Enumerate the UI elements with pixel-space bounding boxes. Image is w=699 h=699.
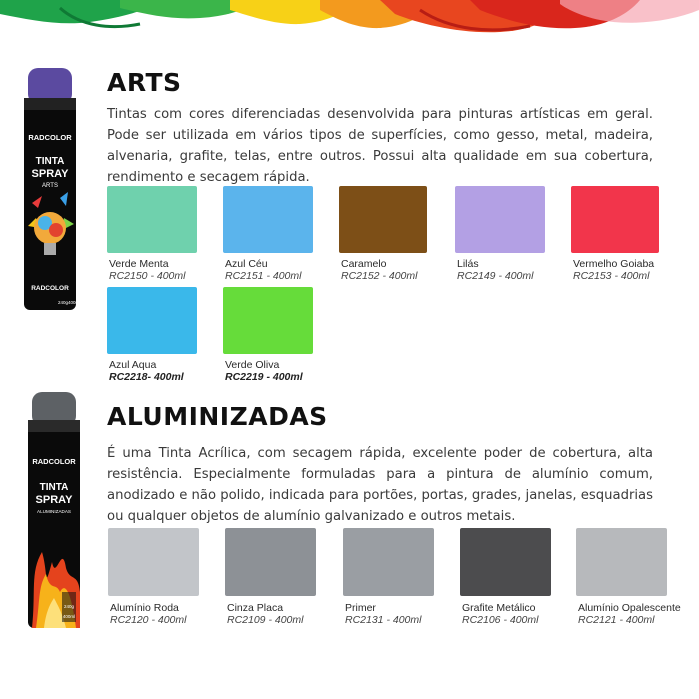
- color-swatch-caramelo[interactable]: [339, 186, 427, 253]
- alu-can-line2: SPRAY: [35, 494, 73, 506]
- aluminizadas-description: É uma Tinta Acrílica, com secagem rápida, excelente poder de cobertura, alta resistência. Especialmente formuladas para a pintura de alumínio comum, anodizado e não polido, indicada para portões, portas, grades, janelas, esquadrias ou qualquer objetos de alumínio galvanizado e outros metais.: [107, 446, 653, 524]
- color-code: RC2151 - 400ml: [225, 270, 302, 282]
- arts-can-line1: TINTA: [35, 156, 65, 167]
- alu-can-line3: ALUMINIZADAS: [37, 509, 71, 514]
- arts-can-line2: SPRAY: [31, 168, 69, 180]
- color-swatch-verde-oliva[interactable]: [223, 287, 313, 354]
- alu-can-brand: RADCOLOR: [32, 457, 76, 466]
- color-code: RC2219 - 400ml: [225, 371, 303, 383]
- color-code: RC2153 - 400ml: [573, 270, 650, 282]
- aluminizadas-spray-can-image: [22, 392, 86, 632]
- color-code: RC2131 - 400ml: [345, 614, 422, 626]
- color-swatch-aluminio-roda[interactable]: [108, 528, 199, 596]
- color-code: RC2218- 400ml: [109, 371, 184, 383]
- color-name: Primer: [345, 602, 376, 614]
- color-name: Grafite Metálico: [462, 602, 536, 614]
- color-code: RC2149 - 400ml: [457, 270, 534, 282]
- color-code: RC2120 - 400ml: [110, 614, 187, 626]
- arts-section-title: ARTS: [107, 68, 182, 97]
- arts-can-weight: 240g: [58, 300, 69, 305]
- color-name: Alumínio Roda: [110, 602, 179, 614]
- color-swatch-cinza-placa[interactable]: [225, 528, 316, 596]
- color-code: RC2106 - 400ml: [462, 614, 539, 626]
- color-swatch-primer[interactable]: [343, 528, 434, 596]
- arts-can-brand-bottom: RADCOLOR: [31, 285, 69, 292]
- arts-can-line3: ARTS: [42, 183, 58, 189]
- color-code: RC2121 - 400ml: [578, 614, 655, 626]
- arts-spray-can-image: [18, 68, 82, 314]
- color-name: Azul Céu: [225, 258, 268, 270]
- color-name: Azul Aqua: [109, 359, 157, 371]
- color-name: Verde Menta: [109, 258, 169, 270]
- color-code: RC2150 - 400ml: [109, 270, 186, 282]
- color-name: Alumínio Opalescente: [578, 602, 681, 614]
- color-swatch-aluminio-opalescente[interactable]: [576, 528, 667, 596]
- alu-can-weight: 240g: [63, 604, 75, 609]
- color-name: Lilás: [457, 258, 479, 270]
- color-code: RC2152 - 400ml: [341, 270, 418, 282]
- aluminizadas-section-title: ALUMINIZADAS: [107, 402, 328, 431]
- color-swatch-grafite-metalico[interactable]: [460, 528, 551, 596]
- color-swatch-verde-menta[interactable]: [107, 186, 197, 253]
- color-swatch-azul-ceu[interactable]: [223, 186, 313, 253]
- arts-can-volume: 400ml: [68, 300, 81, 305]
- color-name: Vermelho Goiaba: [573, 258, 655, 270]
- alu-can-volume: 400ml: [62, 614, 76, 619]
- color-name: Verde Oliva: [225, 359, 280, 371]
- color-name: Caramelo: [341, 258, 387, 270]
- arts-description: Tintas com cores diferenciadas desenvolvida para pinturas artísticas em geral. Pode ser utilizada em vários tipos de superfícies, como gesso, metal, madeira, alvenaria, grafite, telas, entre outros. Possui alta qualidade em sua cobertura, rendimento e secagem rápida.: [107, 107, 653, 185]
- color-swatch-azul-aqua[interactable]: [107, 287, 197, 354]
- color-swatch-lilas[interactable]: [455, 186, 545, 253]
- color-code: RC2109 - 400ml: [227, 614, 304, 626]
- color-swatch-vermelho-goiaba[interactable]: [571, 186, 659, 253]
- alu-can-line1: TINTA: [39, 482, 69, 493]
- color-name: Cinza Placa: [227, 602, 284, 614]
- paint-splash-banner: [0, 0, 699, 40]
- arts-can-brand: RADCOLOR: [28, 133, 72, 142]
